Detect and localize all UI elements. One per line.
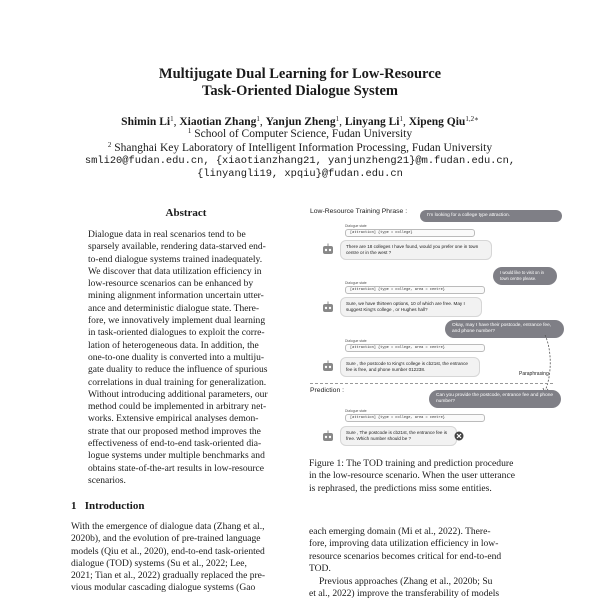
dialogue-state-label: Dialogue state [345,409,367,413]
abstract-heading: Abstract [165,207,207,219]
right-column-line: each emerging domain (Mi et al., 2022). There- [309,526,491,537]
figure-1-caption [309,458,559,495]
divider [310,383,553,384]
system-response-bubble: Sure , The postcode is cb21st, the entrance fee is free. Which number should be ? [340,426,457,446]
paper-title-line2: Task-Oriented Dialogue System [201,83,399,99]
system-response-bubble: Sure, we have thirteen options, 10 of which are free. May I suggest King's college , or Hughes hall? [340,297,482,317]
abstract-line: gate duality to reduce the influence of spurious [88,364,268,376]
author-name: Xipeng Qiu [408,116,466,128]
robot-icon [321,430,335,442]
dialogue-state-label: Dialogue state [345,339,367,343]
dialogue-state-box: [attraction] {type = college, area = centre} [345,414,485,422]
affiliation-2: $^2$ Shanghai Key Laboratory of Intelligent Information Processing, Fudan University [107,141,493,154]
author-name: Xiaotian Zhang [179,116,257,128]
robot-icon [321,243,335,255]
abstract-line: correlations in dual training for generalization. [88,376,267,388]
paper-title-line1: Multijugate Dual Learning for Low-Resource [158,66,442,82]
author-emails-line1: smli20@fudan.edu.cn, {xiaotianzhang21, yanjunzheng21}@m.fudan.edu.cn, [84,155,516,167]
introduction-line: vious modular cascading dialogue systems (Gao [71,582,256,594]
figure-1 [305,205,557,450]
dialogue-state-label: Dialogue state [345,224,367,228]
right-column-line: TOD. [309,562,331,574]
author-emails-line2: {linyangli19, xpqiu}@fudan.edu.cn [197,168,403,180]
robot-icon [321,360,335,372]
dialogue-state-box: [attraction] {type = college, area = centre} [345,344,485,352]
right-column-paragraph2-cont: et al., 2022) improve the transferability of models [309,588,500,599]
right-column-paragraph2: Previous approaches (Zhang et al., 2020b; Su [319,576,493,587]
introduction-line: 2020b), and the evolution of pre-trained language [71,533,261,545]
abstract-line: obtains state-of-the-art results in low-resource [88,462,265,474]
abstract-line: one-to-one duality is converted into a multiju- [88,351,265,363]
abstract-line: logue systems under multiple benchmarks and [88,450,265,462]
abstract-line: method could be implemented in arbitrary net- [88,401,267,413]
user-utterance-bubble: I would like to visit on in town centre please. [493,267,557,285]
abstract-line: in task-oriented dialogues to exploit the corre- [88,327,265,339]
abstract-line: strate that our proposed method improves the [88,425,261,437]
system-response-bubble: There are 18 colleges I have found, would you prefer one in town centre or in the west ? [340,240,492,260]
dialogue-state-label: Dialogue state [345,281,367,285]
abstract-line: mining alignment information uncertain utter- [88,290,264,302]
abstract-line: lation of heterogeneous data. In addition, the [88,339,259,351]
dialogue-state-box: [attraction] {type = college} [345,229,475,237]
robot-icon [321,301,335,313]
abstract-line: fore, we innovatively implement dual learning [88,315,266,327]
introduction-line: With the emergence of dialogue data (Zhang et al., [71,521,265,532]
abstract-line: low-resource scenarios can be enhanced by [88,278,254,290]
user-utterance-bubble: Okay, may I have their postcode, entrance fee, and phone number? [445,320,564,338]
abstract-line: ance and deterministic dialogue state. There- [88,302,260,314]
training-phase-label: Low-Resource Training Phrase : [310,208,408,215]
abstract-line: to-end dialogue systems trained inadequately. [88,253,263,265]
right-column-text [309,526,559,575]
section-heading-introduction: 1 Introduction [71,500,145,512]
caption-line: Figure 1: The TOD training and prediction procedure [309,458,514,469]
abstract-line: works. Extensive empirical analyses demon- [88,413,259,425]
abstract-line: effectiveness of end-to-end task-oriented dia- [88,438,262,450]
abstract-line: Dialogue data in real scenarios tend to be [88,229,246,240]
prediction-label: Prediction : [310,387,345,394]
introduction-line: models (Qiu et al., 2020), end-to-end task-oriented [71,545,265,557]
introduction-body [71,521,301,595]
author-name: Linyang Li [344,116,400,128]
abstract-line: Without introducing additional parameters, our [88,388,268,400]
abstract-line: sparsely available, rendering data-starved end- [88,241,266,253]
right-column-line: fore, improving data utilization efficiency in low- [309,538,499,550]
introduction-line: 2021; Tian et al., 2022) gradually replaced the pre- [71,570,266,582]
system-response-bubble: Sure , the postcode to King's college is cb21st, the entrance fee is free, and phone number 012238. [340,357,480,377]
caption-line: in the low-resource scenario. When the user utterance [309,470,515,482]
abstract-line: scenarios. [88,474,126,486]
dialogue-state-box: [attraction] {type = college, area = centre} [345,286,485,294]
cross-icon [454,431,464,441]
paraphrasing-label: Paraphrasing [519,371,549,377]
caption-line: is rephrased, the predictions miss some entities. [309,482,492,494]
affiliation-1: $^1$ School of Computer Science, Fudan University [187,127,413,140]
paraphrase-arrow-icon [541,335,553,395]
right-column-line: resource scenarios becomes critical for end-to-end [309,550,502,562]
user-utterance-bubble: Can you provide the postcode, entrance fee and phone number? [429,390,561,408]
abstract-line: We discover that data utilization efficiency in [88,265,262,277]
introduction-line: dialogue (TOD) systems (Su et al., 2022; Lee, [71,557,247,569]
author-name: Yanjun Zheng [265,116,336,128]
abstract-body [88,229,284,487]
user-utterance-bubble: I'm looking for a college type attraction. [420,210,562,222]
author-list: Shimin Li$^1$, Xiaotian Zhang$^1$, Yanjun Zheng$^1$, Linyang Li$^1$, Xipeng Qiu$^{1,2∗}$ [121,115,479,128]
author-name: Shimin Li [121,116,171,128]
